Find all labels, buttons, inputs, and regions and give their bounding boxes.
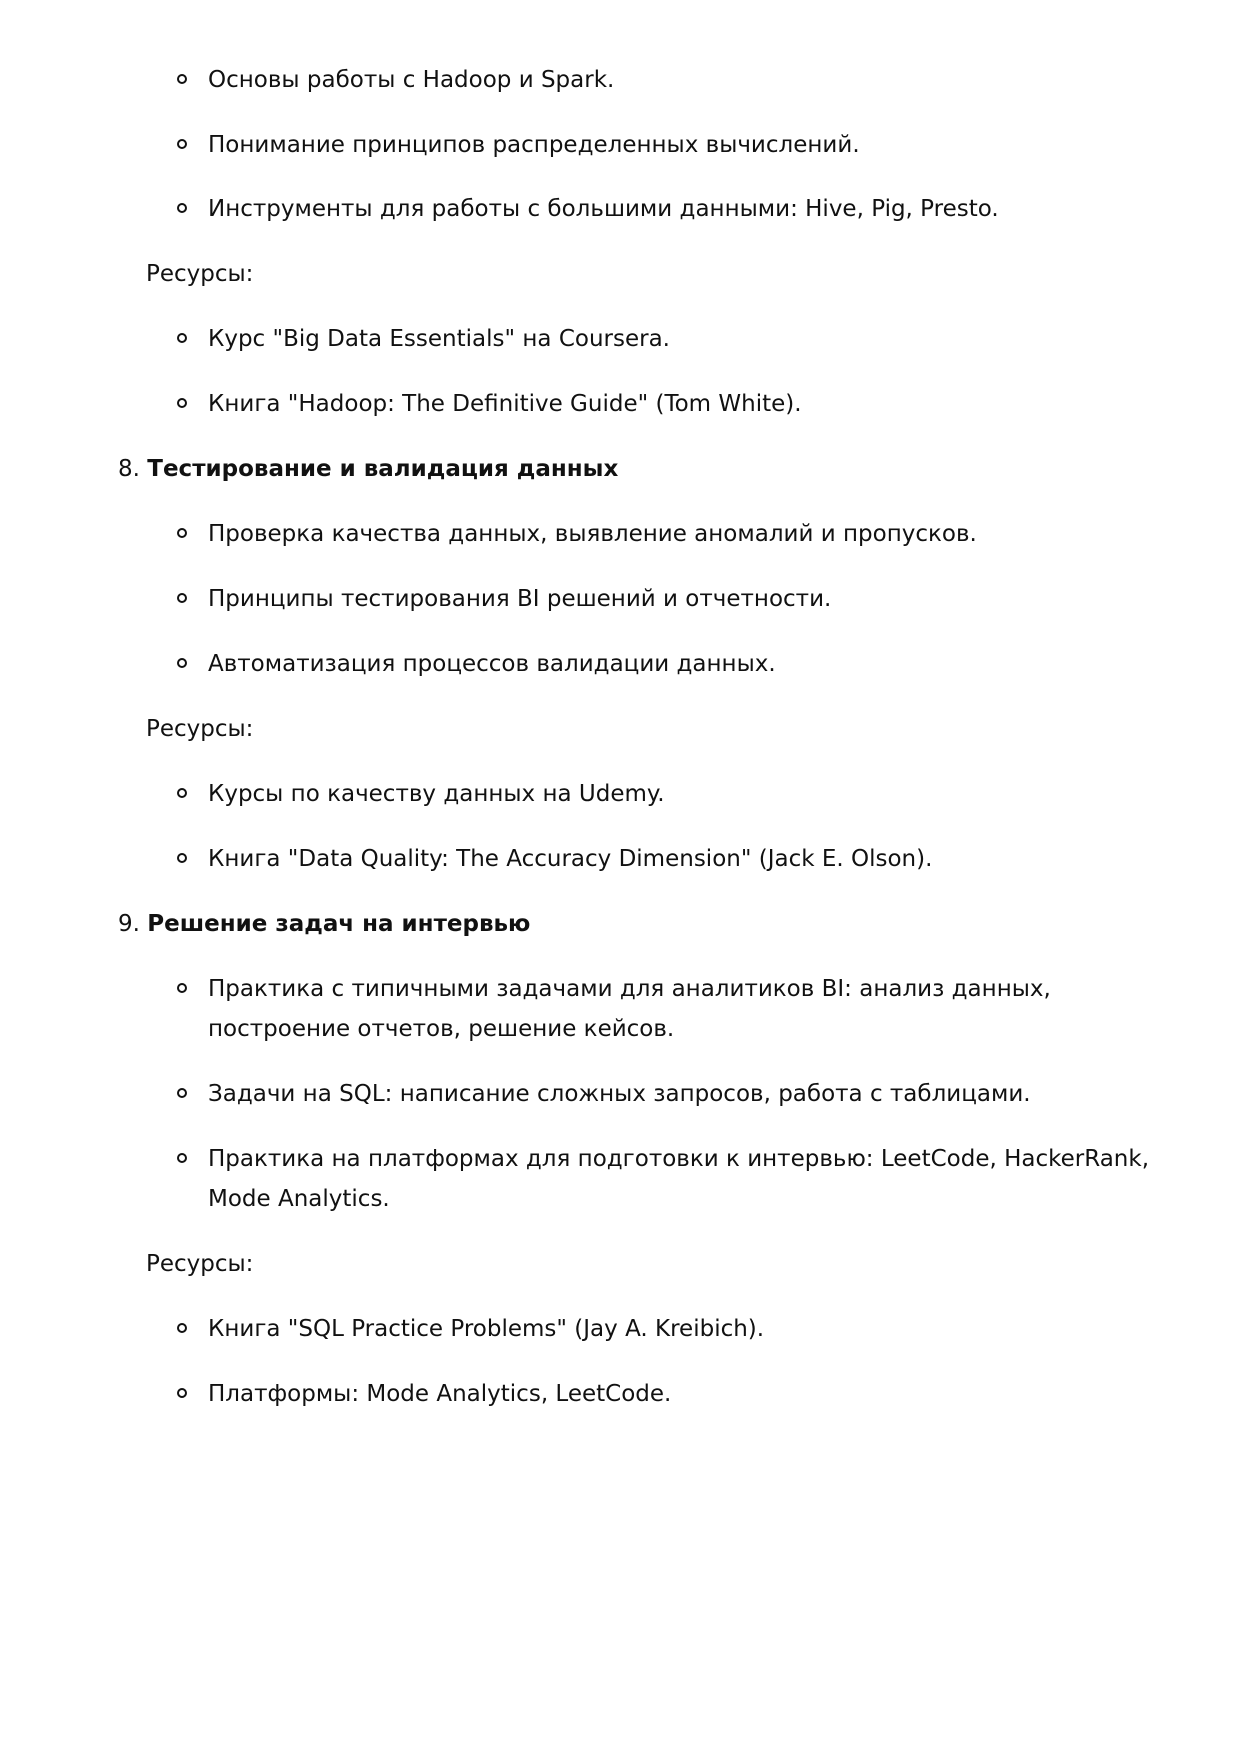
list-item: Курс "Big Data Essentials" на Coursera. bbox=[208, 326, 670, 352]
list-item: Практика на платформах для подготовки к интервью: LeetCode, HackerRank, Mode Analytics. bbox=[208, 1146, 1150, 1212]
bullet-icon bbox=[177, 1153, 187, 1163]
list-item: Инструменты для работы с большими данными: Hive, Pig, Presto. bbox=[208, 196, 999, 222]
resources-label: Ресурсы: bbox=[146, 261, 254, 287]
list-item: Курсы по качеству данных на Udemy. bbox=[208, 781, 665, 807]
list-item: Книга "Hadoop: The Definitive Guide" (Tom White). bbox=[208, 391, 802, 417]
list-item: Проверка качества данных, выявление аномалий и пропусков. bbox=[208, 521, 977, 547]
section-number: 9. bbox=[118, 911, 140, 937]
section-heading bbox=[118, 904, 530, 944]
list-item: Книга "SQL Practice Problems" (Jay A. Kreibich). bbox=[208, 1316, 765, 1342]
section-title: Решение задач на интервью bbox=[147, 911, 531, 937]
list-item: Книга "Data Quality: The Accuracy Dimension" (Jack E. Olson). bbox=[208, 846, 933, 872]
bullet-icon bbox=[177, 333, 187, 343]
bullet-icon bbox=[177, 74, 187, 84]
bullet-icon bbox=[177, 658, 187, 668]
bullet-icon bbox=[177, 528, 187, 538]
bullet-icon bbox=[177, 1088, 187, 1098]
list-item: Задачи на SQL: написание сложных запросов, работа с таблицами. bbox=[208, 1081, 1031, 1107]
bullet-icon bbox=[177, 853, 187, 863]
list-item: Принципы тестирования BI решений и отчетности. bbox=[208, 586, 832, 612]
list-item: Практика с типичными задачами для аналитиков BI: анализ данных, построение отчетов, решение кейсов. bbox=[208, 976, 1051, 1042]
bullet-icon bbox=[177, 593, 187, 603]
section-heading bbox=[118, 449, 618, 489]
bullet-icon bbox=[177, 1323, 187, 1333]
section-title: Тестирование и валидация данных bbox=[147, 456, 619, 482]
bullet-icon bbox=[177, 1388, 187, 1398]
resources-label: Ресурсы: bbox=[146, 1251, 254, 1277]
bullet-icon bbox=[177, 788, 187, 798]
list-item: Понимание принципов распределенных вычислений. bbox=[208, 132, 860, 158]
list-item: Автоматизация процессов валидации данных. bbox=[208, 651, 776, 677]
list-item: Основы работы с Hadoop и Spark. bbox=[208, 67, 615, 93]
list-item: Платформы: Mode Analytics, LeetCode. bbox=[208, 1381, 672, 1407]
bullet-icon bbox=[177, 139, 187, 149]
bullet-icon bbox=[177, 398, 187, 408]
resources-label: Ресурсы: bbox=[146, 716, 254, 742]
bullet-icon bbox=[177, 203, 187, 213]
bullet-icon bbox=[177, 983, 187, 993]
section-number: 8. bbox=[118, 456, 140, 482]
